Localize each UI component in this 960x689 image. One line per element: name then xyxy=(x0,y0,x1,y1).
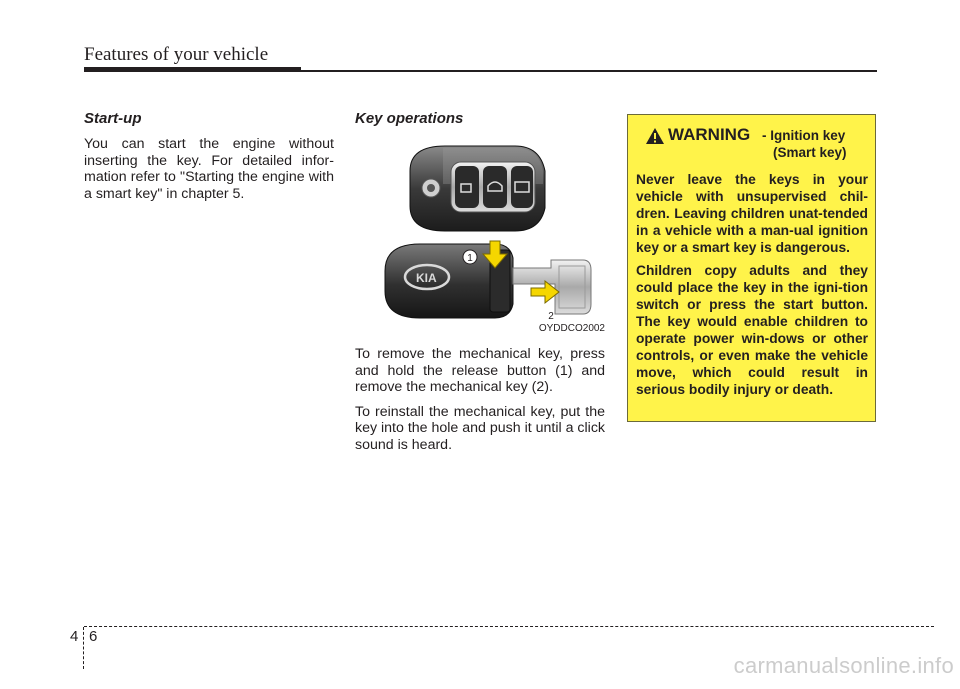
image-code: OYDDCO2002 xyxy=(538,323,605,334)
header-rule-thin xyxy=(301,70,877,72)
startup-heading: Start-up xyxy=(84,110,142,127)
smart-key-illustration xyxy=(355,136,605,336)
header-rule xyxy=(84,67,301,72)
page-header-title: Features of your vehicle xyxy=(84,44,269,65)
footer-rule xyxy=(84,626,934,627)
smart-key-drawing xyxy=(355,136,605,336)
footer-divider xyxy=(83,627,84,669)
warning-header xyxy=(636,125,868,165)
startup-paragraph: You can start the engine without inserting the key. For detailed infor-mation refer to "Starting the engine with a smart key" in chapter 5. xyxy=(84,136,334,202)
page-number: 6 xyxy=(89,628,98,645)
warning-paragraph-2: Children copy adults and they could place the key in the igni-tion switch or press the start button. The key would enable children to operate power win-dows or other controls, or even make the vehicle move, which could result in serious bodily injury or death. xyxy=(636,263,868,397)
callout-1: 1 xyxy=(467,253,473,264)
svg-text:KIA: KIA xyxy=(416,271,437,285)
key-operations-heading: Key operations xyxy=(355,110,464,127)
warning-label: WARNING xyxy=(668,125,751,144)
chapter-number: 4 xyxy=(70,628,79,645)
warning-triangle-icon xyxy=(645,127,665,145)
warning-subtitle-line1: - Ignition key xyxy=(762,128,846,143)
key-operations-paragraph-remove: To remove the mechanical key, press and hold the release button (1) and remove the mechanical key (2). xyxy=(355,346,605,395)
warning-paragraph-1: Never leave the keys in your vehicle with unsupervised chil-dren. Leaving children unat-tended in a vehicle with a man-ual ignition key or a smart key is dangerous. xyxy=(636,172,868,255)
watermark: carmanualsonline.info xyxy=(733,653,954,678)
key-operations-section xyxy=(355,110,605,461)
key-operations-paragraph-reinstall: To reinstall the mechanical key, put the key into the hole and push it until a click sound is heard. xyxy=(355,403,606,453)
callout-2: 2 xyxy=(548,311,554,322)
startup-section xyxy=(84,110,334,210)
warning-box xyxy=(627,114,876,422)
warning-subtitle-line2: (Smart key) xyxy=(773,145,847,160)
